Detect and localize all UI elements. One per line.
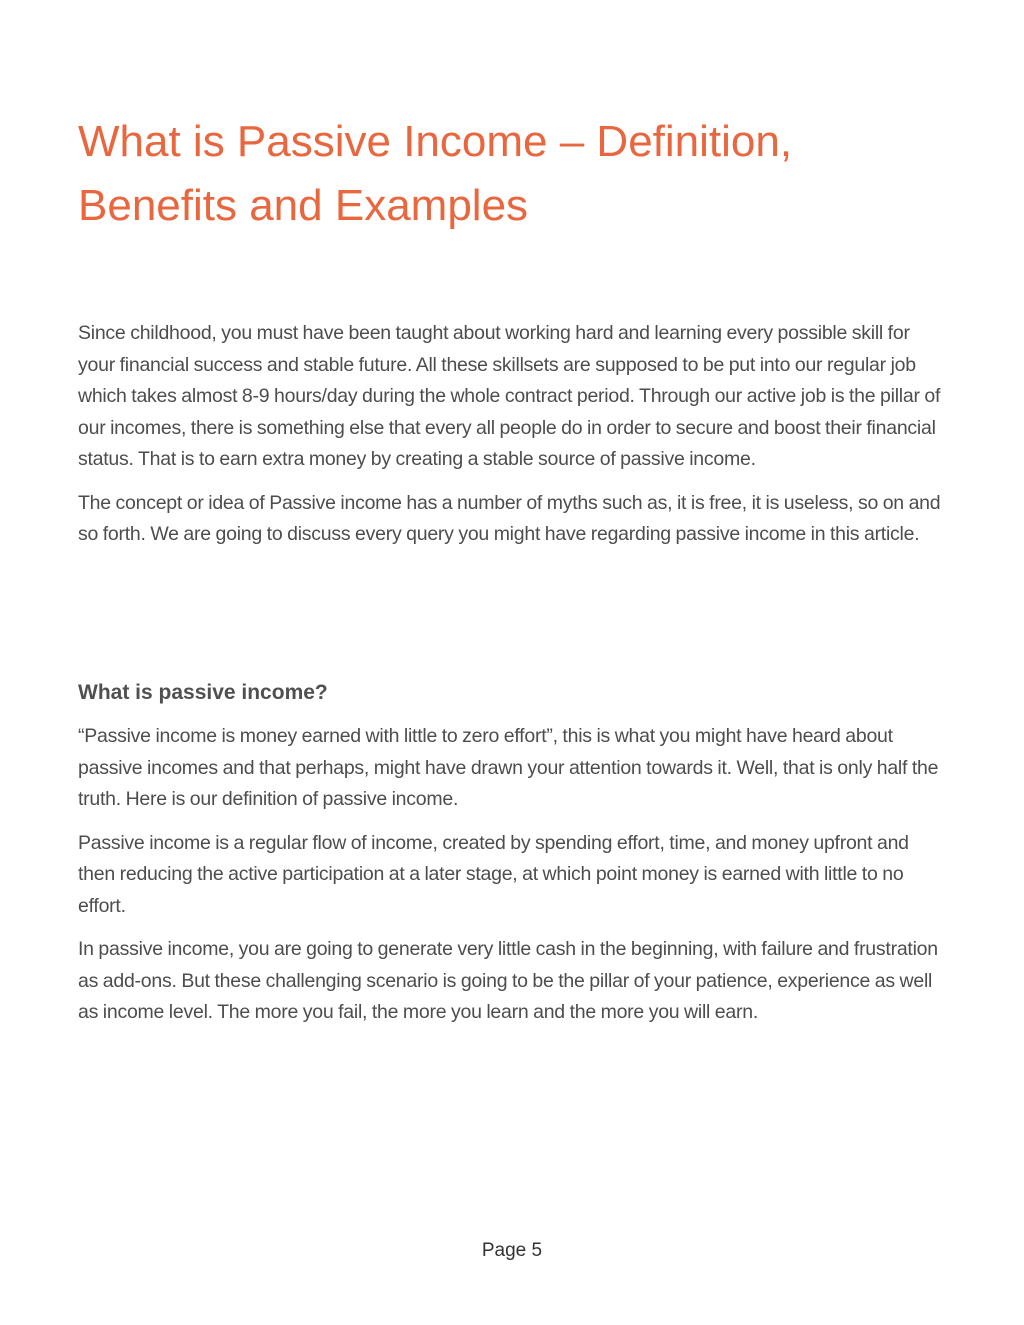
definition-paragraph-2: Passive income is a regular flow of income, created by spending effort, time, and money upfront and then reducing the active participation at a later stage, at which point money is earned with little to no effort. xyxy=(78,831,909,917)
definition-paragraph-1: “Passive income is money earned with little to zero effort”, this is what you might have heard about passive incomes and that perhaps, might have drawn your attention towards it. Well, that is only half the truth. Here is our definition of passive income. xyxy=(78,725,939,810)
intro-section xyxy=(78,318,950,563)
intro-paragraph-1: Since childhood, you must have been taught about working hard and learning every possible skill for your financial success and stable future. All these skillsets are supposed to be put into our regular job which takes almost 8-9 hours/day during the whole contract period. Through our active job is the pillar of our incomes, there is something else that every all people do in order to secure and boost their financial status. That is to earn extra money by creating a stable source of passive income. xyxy=(78,322,941,470)
page-number: Page 5 xyxy=(481,1240,543,1261)
section-heading: What is passive income? xyxy=(78,681,328,704)
definition-paragraph-3: In passive income, you are going to generate very little cash in the beginning, with failure and frustration as add-ons. But these challenging scenario is going to be the pillar of your patience, experience as well as income level. The more you fail, the more you learn and the more you will earn. xyxy=(78,938,938,1023)
page-title-line-2: Benefits and Examples xyxy=(78,181,529,230)
page-title xyxy=(78,110,948,238)
page-title-line-1: What is Passive Income – Definition, xyxy=(78,117,793,166)
intro-paragraph-2: The concept or idea of Passive income has a number of myths such as, it is free, it is useless, so on and so forth. We are going to discuss every query you might have regarding passive income in this article. xyxy=(78,491,941,545)
definition-section xyxy=(78,721,950,1041)
